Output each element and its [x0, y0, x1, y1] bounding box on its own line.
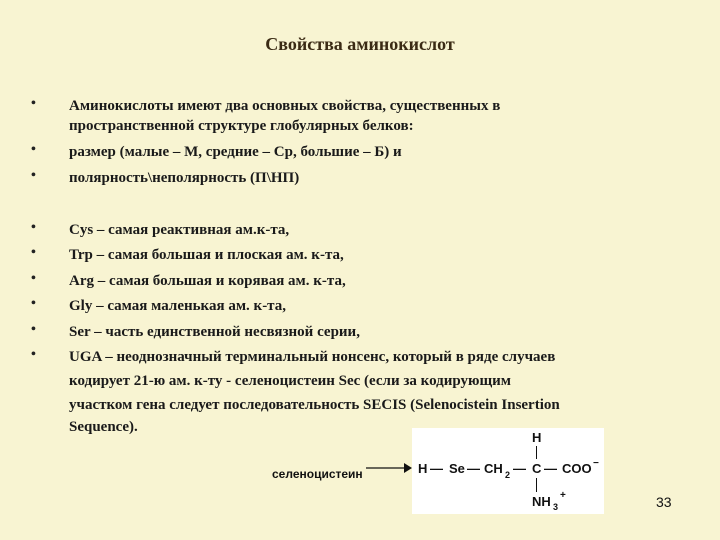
formula-nh: NH [532, 494, 551, 509]
list-item-line: полярность\неполярность (П\НП) [69, 170, 300, 186]
formula-nh-sub: 3 [553, 502, 559, 512]
bullet-marker: • [31, 322, 36, 337]
formula-ch-sub: 2 [505, 470, 511, 480]
formula-c: C [532, 461, 542, 476]
formula-coo: COO [562, 461, 592, 476]
formula-dash: — [513, 461, 526, 476]
bullet-marker: • [31, 245, 36, 260]
list-item-line: Arg – самая большая и корявая ам. к-та, [69, 273, 346, 289]
bullet-marker: • [31, 296, 36, 311]
formula-h-top: H [532, 430, 542, 445]
formula-coo-charge: − [593, 458, 599, 469]
bullet-marker: • [31, 168, 36, 183]
slide-title: Свойства аминокислот [265, 34, 455, 54]
bullet-marker: • [31, 271, 36, 286]
right-arrow-icon [366, 461, 412, 475]
bullet-marker: • [31, 142, 36, 157]
list-item-line: Trp – самая большая и плоская ам. к-та, [69, 247, 344, 263]
bullet-marker: • [31, 96, 36, 111]
list-item-line: Sequence). [69, 419, 138, 435]
selenocysteine-structure [412, 428, 604, 514]
list-item-line: размер (малые – М, средние – Ср, большие – Б) и [69, 144, 402, 160]
list-item-line: пространственной структуре глобулярных белков: [69, 118, 414, 134]
list-item-line: Аминокислоты имеют два основных свойства, существенных в [69, 98, 501, 114]
formula-se: Se [449, 461, 465, 476]
page-number: 33 [656, 494, 672, 510]
list-item-line: Cys – самая реактивная ам.к-та, [69, 222, 290, 238]
list-item-line: Gly – самая маленькая ам. к-та, [69, 298, 286, 314]
formula-h-left: H [418, 461, 428, 476]
bullet-marker: • [31, 347, 36, 362]
formula-dash: — [430, 461, 443, 476]
list-item-line: UGA – неоднозначный терминальный нонсенс, который в ряде случаев [69, 349, 556, 365]
formula-dash: — [467, 461, 480, 476]
formula-nh-charge: + [560, 490, 566, 501]
list-item-line: участком гена следует последовательность SECIS (Selenocistein Insertion [69, 397, 560, 413]
list-item-line: Ser – часть единственной несвязной серии, [69, 324, 360, 340]
bullet-marker: • [31, 220, 36, 235]
list-item-line: кодирует 21-ю ам. к-ту - селеноцистеин Sec (если за кодирующим [69, 373, 512, 389]
selenocysteine-label: селеноцистеин [272, 467, 363, 481]
formula-ch: CH [484, 461, 503, 476]
formula-dash: — [544, 461, 557, 476]
